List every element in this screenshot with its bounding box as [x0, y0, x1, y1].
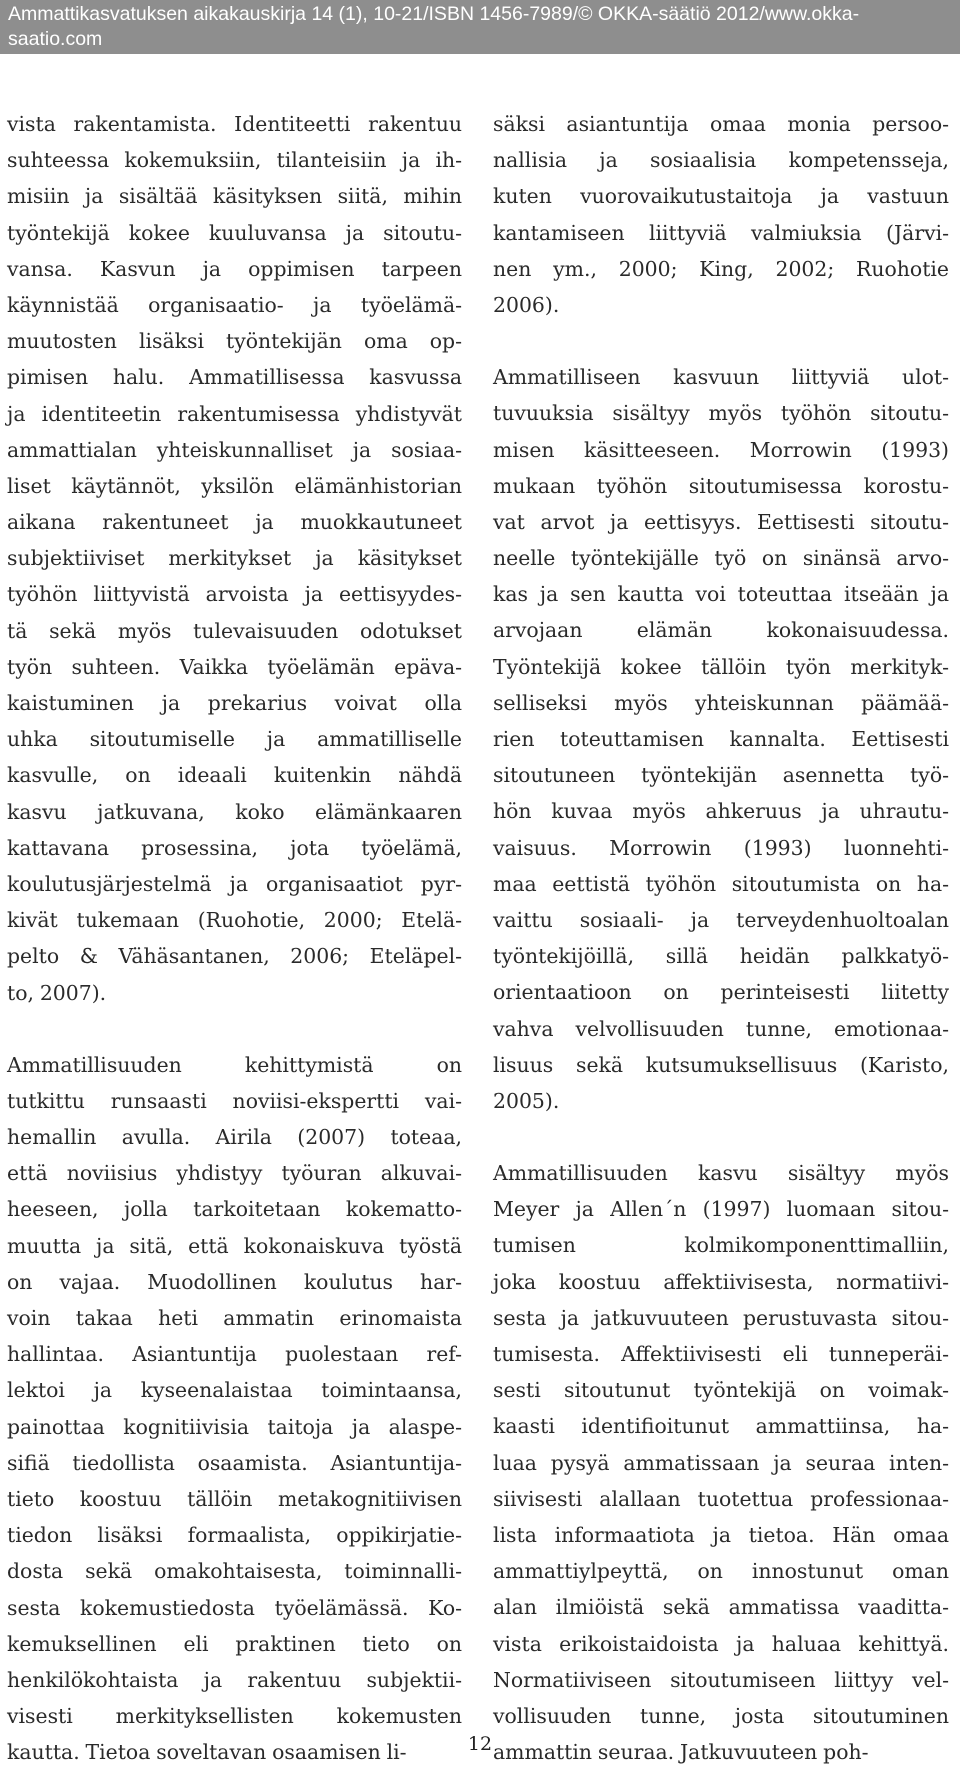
- text-line: säksi asiantuntija omaa monia persoo-: [493, 112, 949, 136]
- text-line: pimisen halu. Ammatillisessa kasvussa: [7, 365, 462, 390]
- journal-header-text: Ammattikasvatuksen aikakauskirja 14 (1), 10-21/ISBN 1456-7989/© OKKA-säätiö 2012/www.okka-saatio.com: [8, 3, 860, 50]
- text-line: neelle työntekijälle työ on sinänsä arvo-: [493, 546, 949, 571]
- text-line: dosta sekä omakohtaisesta, toiminnalli-: [7, 1559, 462, 1584]
- text-line: ja identiteetin rakentumisessa yhdistyvät: [7, 401, 462, 426]
- paragraph: [7, 1047, 462, 1771]
- text-line: mukaan työhön sitoutumisessa korostu-: [493, 473, 949, 498]
- text-line: to, 2007).: [7, 980, 107, 1005]
- text-line: vahva velvollisuuden tunne, emotionaa-: [493, 1016, 949, 1041]
- text-line: ammattialan yhteiskunnalliset ja sosiaa-: [7, 437, 462, 462]
- text-line: kivät tukemaan (Ruohotie, 2000; Etelä-: [7, 908, 462, 933]
- text-line: sesta ja jatkuvuuteen perustuvasta sitou-: [493, 1305, 949, 1330]
- text-line: joka koostuu affektiivisesta, normatiivi-: [493, 1269, 949, 1294]
- text-line: hallintaa. Asiantuntija puolestaan ref-: [7, 1342, 462, 1367]
- text-line: vista erikoistaidoista ja haluaa kehittyä.: [493, 1631, 949, 1656]
- text-line: nen ym., 2000; King, 2002; Ruohotie: [493, 256, 949, 281]
- text-line: aikana rakentuneet ja muokkautuneet: [7, 510, 462, 535]
- text-line: tumisesta. Affektiivisesti eli tunneperäi-: [493, 1342, 949, 1366]
- text-line: kantamiseen liittyviä valmiuksia (Järvi-: [493, 220, 949, 245]
- text-line: vansa. Kasvun ja oppimisen tarpeen: [7, 256, 462, 281]
- text-line: kemuksellinen eli praktinen tieto on: [7, 1631, 462, 1656]
- text-line: vat arvot ja eettisyys. Eettisesti sitoutu-: [493, 509, 949, 534]
- right-column: [493, 106, 949, 1770]
- text-line: vaittu sosiaali- ja terveydenhuoltoalan: [493, 907, 949, 932]
- text-line: voin takaa heti ammatin erinomaista: [7, 1306, 462, 1330]
- text-line: heeseen, jolla tarkoitetaan kokematto-: [7, 1197, 462, 1222]
- text-line: ammattin seuraa. Jatkuvuuteen poh-: [493, 1740, 869, 1765]
- text-line: painottaa kognitiivisia taitoja ja alaspe-: [7, 1414, 462, 1439]
- text-line: selliseksi myös yhteiskunnan päämää-: [493, 690, 949, 715]
- text-line: työntekijöillä, sillä heidän palkkatyö-: [493, 944, 949, 969]
- text-line: tutkittu runsaasti noviisi-ekspertti vai-: [7, 1088, 462, 1113]
- text-line: vollisuuden tunne, josta sitoutuminen: [493, 1703, 949, 1728]
- text-line: Ammatilliseen kasvuun liittyviä ulot-: [493, 365, 949, 390]
- text-line: 2006).: [493, 292, 560, 317]
- text-line: luaa pysyä ammatissaan ja seuraa inten-: [493, 1450, 949, 1475]
- text-line: siivisesti alallaan tuotettua professionaa-: [493, 1486, 949, 1511]
- text-line: maa eettistä työhön sitoutumista on ha-: [493, 871, 949, 896]
- paragraph: [7, 106, 462, 1011]
- text-line: muutta ja sitä, että kokonaiskuva työstä: [7, 1233, 462, 1258]
- text-line: misen käsitteeseen. Morrowin (1993): [493, 437, 949, 462]
- text-line: pelto & Vähäsantanen, 2006; Eteläpel-: [7, 944, 462, 969]
- text-line: työntekijä kokee kuuluvansa ja sitoutu-: [7, 220, 462, 245]
- text-line: vista rakentamista. Identiteetti rakentuu: [7, 112, 462, 136]
- text-line: tuvuuksia sisältyy myös työhön sitoutu-: [493, 401, 949, 426]
- text-line: orientaatioon on perinteisesti liitetty: [493, 980, 949, 1005]
- text-line: visesti merkityksellisten kokemusten: [7, 1704, 462, 1729]
- paragraph: [493, 1155, 949, 1770]
- text-line: tumisen kolmikomponenttimalliin,: [493, 1233, 949, 1258]
- text-line: rien toteuttamisen kannalta. Eettisesti: [493, 727, 949, 751]
- text-line: koulutusjärjestelmä ja organisaatiot pyr-: [7, 871, 462, 896]
- text-line: ammattiylpeyttä, on innostunut oman: [493, 1559, 949, 1584]
- text-line: Työntekijä kokee tällöin työn merkityk-: [493, 654, 949, 679]
- journal-header-bar: [0, 0, 960, 54]
- text-line: liset käytännöt, yksilön elämänhistorian: [7, 473, 462, 498]
- text-line: kasvu jatkuvana, koko elämänkaaren: [7, 799, 462, 824]
- text-line: arvojaan elämän kokonaisuudessa.: [493, 618, 949, 643]
- text-line: vaisuus. Morrowin (1993) luonnehti-: [493, 835, 949, 860]
- text-line: tieto koostuu tällöin metakognitiivisen: [7, 1486, 462, 1511]
- text-line: hemallin avulla. Airila (2007) toteaa,: [7, 1125, 462, 1150]
- text-line: kasvulle, on ideaali kuitenkin nähdä: [7, 763, 462, 788]
- text-line: työhön liittyvistä arvoista ja eettisyydes-: [7, 582, 462, 607]
- text-line: kaasti identifioitunut ammattiinsa, ha-: [493, 1414, 949, 1439]
- text-line: sitoutuneen työntekijän asennetta työ-: [493, 763, 949, 788]
- text-line: Ammatillisuuden kasvu sisältyy myös: [493, 1161, 949, 1186]
- text-line: nallisia ja sosiaalisia kompetensseja,: [493, 148, 949, 173]
- paragraph: [493, 359, 949, 1119]
- text-line: lisuus sekä kutsumuksellisuus (Karisto,: [493, 1052, 949, 1077]
- text-line: kas ja sen kautta voi toteuttaa itseään ja: [493, 582, 949, 607]
- text-line: Meyer ja Allen´n (1997) luomaan sitou-: [493, 1197, 949, 1222]
- text-line: 2005).: [493, 1088, 560, 1113]
- text-line: työn suhteen. Vaikka työelämän epäva-: [7, 654, 462, 679]
- text-line: muutosten lisäksi työntekijän oma op-: [7, 329, 462, 354]
- text-line: tiedon lisäksi formaalista, oppikirjatie-: [7, 1523, 462, 1548]
- text-line: tä sekä myös tulevaisuuden odotukset: [7, 618, 462, 643]
- page-number: 12: [467, 1733, 493, 1755]
- text-line: kattavana prosessina, jota työelämä,: [7, 835, 462, 860]
- text-line: lista informaatiota ja tietoa. Hän omaa: [493, 1522, 949, 1547]
- text-line: sesta kokemustiedosta työelämässä. Ko-: [7, 1595, 462, 1620]
- text-line: kautta. Tietoa soveltavan osaamisen li-: [7, 1740, 407, 1765]
- text-line: alan ilmiöistä sekä ammatissa vaaditta-: [493, 1595, 949, 1620]
- text-line: uhka sitoutumiselle ja ammatilliselle: [7, 727, 462, 752]
- text-line: kaistuminen ja prekarius voivat olla: [7, 691, 462, 715]
- text-line: sifiä tiedollista osaamista. Asiantuntija-: [7, 1450, 462, 1475]
- text-line: käynnistää organisaatio- ja työelämä-: [7, 292, 462, 317]
- text-line: subjektiiviset merkitykset ja käsitykset: [7, 546, 462, 571]
- text-line: Ammatillisuuden kehittymistä on: [7, 1052, 462, 1077]
- text-line: että noviisius yhdistyy työuran alkuvai-: [7, 1161, 462, 1186]
- left-column: [7, 106, 462, 1770]
- text-line: sesti sitoutunut työntekijä on voimak-: [493, 1378, 949, 1403]
- text-line: henkilökohtaista ja rakentuu subjektii-: [7, 1667, 462, 1692]
- text-line: hön kuvaa myös ahkeruus ja uhrautu-: [493, 799, 949, 824]
- text-line: misiin ja sisältää käsityksen siitä, mihin: [7, 184, 462, 209]
- text-line: lektoi ja kyseenalaistaa toimintaansa,: [7, 1378, 462, 1403]
- paragraph: [493, 106, 949, 323]
- text-line: suhteessa kokemuksiin, tilanteisiin ja ih-: [7, 148, 462, 173]
- text-line: kuten vuorovaikutustaitoja ja vastuun: [493, 184, 949, 209]
- text-line: on vajaa. Muodollinen koulutus har-: [7, 1269, 462, 1294]
- text-line: Normatiiviseen sitoutumiseen liittyy vel-: [493, 1667, 949, 1692]
